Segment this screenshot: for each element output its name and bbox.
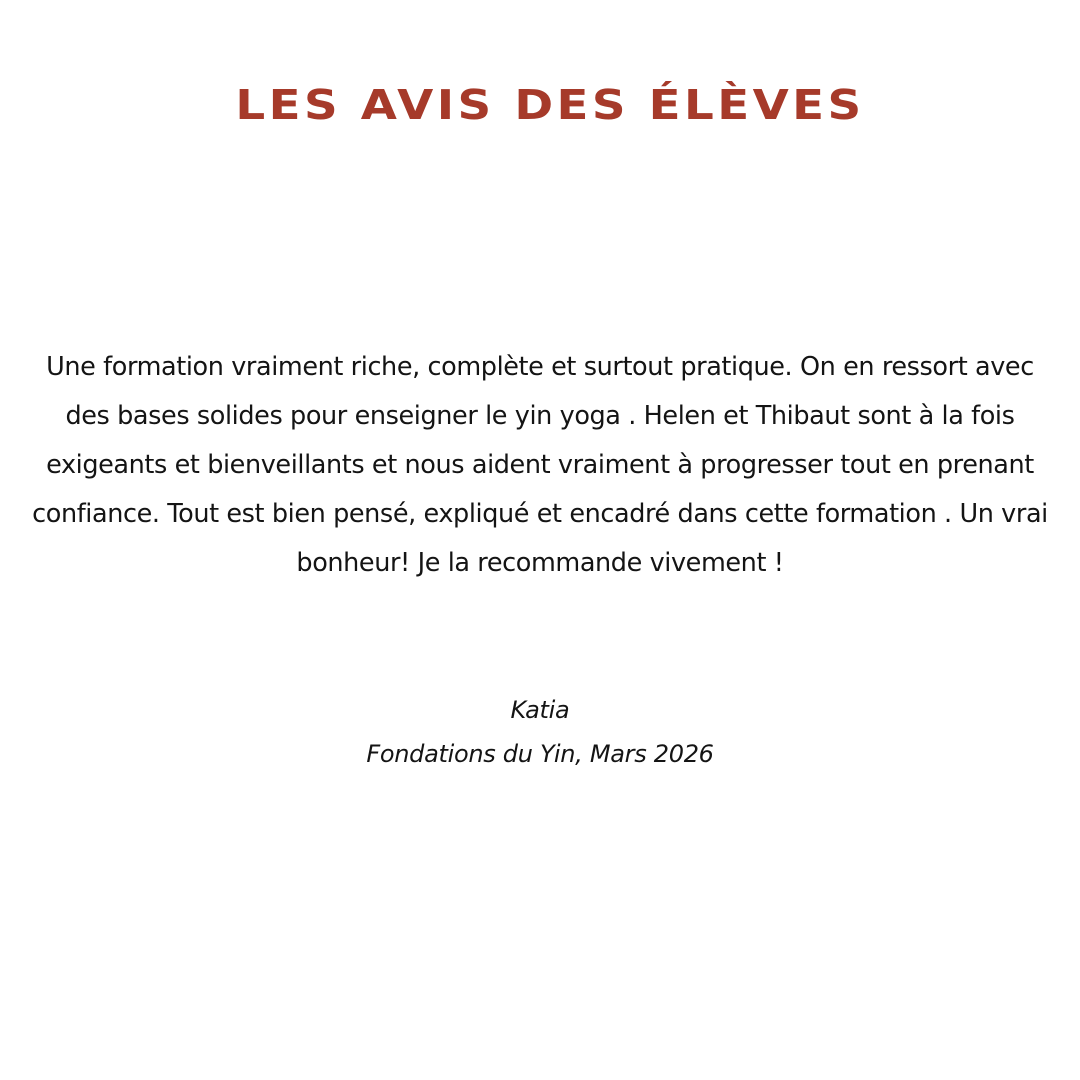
testimonial-author: Katia	[510, 696, 570, 724]
page-title: LES AVIS DES ÉLÈVES	[235, 81, 865, 129]
testimonial-text: Une formation vraiment riche, complète et surtout pratique. On en ressort avec des bases solides pour enseigner le yin yoga . Helen et Thibaut sont à la fois exigeants et bienveillants et nous aident vraiment à progresser tout en prenant confiance. Tout est bien pensé, expliqué et encadré dans cette formation . Un vrai bonheur! Je la recommande vivement !	[32, 352, 1048, 578]
testimonial-course: Fondations du Yin, Mars 2026	[366, 740, 714, 768]
